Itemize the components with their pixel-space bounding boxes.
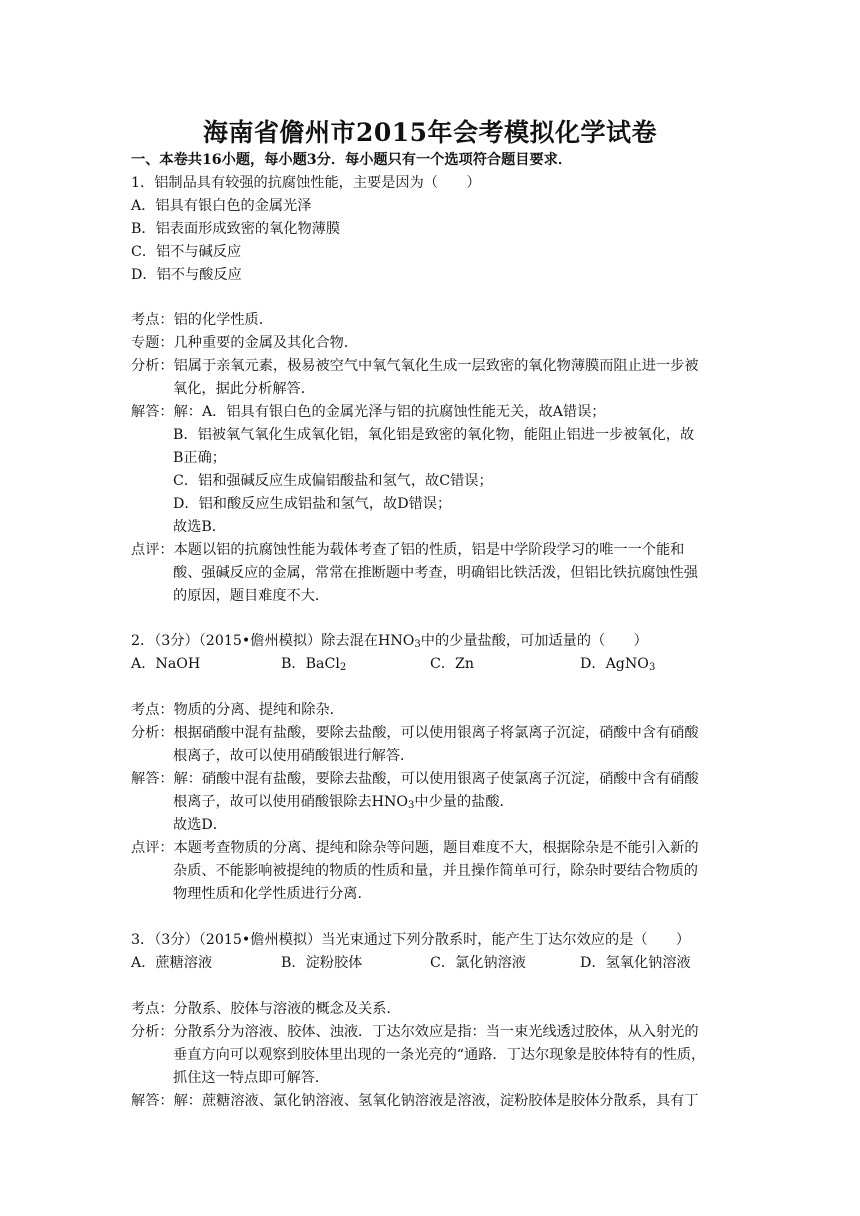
q1-fenxi-line: 分析：铝属于亲氧元素，极易被空气中氧气氧化生成一层致密的氧化物薄膜而阻止进一步被 — [131, 358, 699, 374]
q2-fenxi-line: 分析：根据硝酸中混有盐酸，要除去盐酸，可以使用银离子将氯离子沉淀，硝酸中含有硝酸 — [131, 725, 699, 741]
q1-dianping-line: 点评：本题以铝的抗腐蚀性能为载体考查了铝的性质，铝是中学阶段学习的唯一一个能和 — [131, 542, 685, 558]
q3-fenxi-line: 抓住这一特点即可解答． — [173, 1070, 330, 1086]
q2-option-b: B．BaCl$_2$ — [281, 656, 347, 673]
q3-jieda-line: 解答：解：蔗糖溶液、氯化钠溶液、氢氧化钠溶液是溶液，淀粉胶体是胶体分散系，具有丁 — [131, 1093, 699, 1109]
q1-jieda-line: 故选B． — [173, 519, 226, 535]
q1-dianping-line: 酸、强碱反应的金属，常常在推断题中考查，明确铝比铁活泼，但铝比铁抗腐蚀性强 — [173, 565, 698, 581]
q1-fenxi-line: 氧化，据此分析解答． — [173, 381, 315, 397]
q2-kaodian: 考点：物质的分离、提纯和除杂． — [131, 702, 344, 718]
q3-fenxi-line: 分析：分散系分为溶液、胶体、浊液．丁达尔效应是指：当一束光线透过胶体，从入射光的 — [131, 1024, 699, 1040]
q2-dianping-line: 点评：本题考查物质的分离、提纯和除杂等问题，题目难度不大，根据除杂是不能引入新的 — [131, 840, 699, 856]
q2-jieda-line: 解答：解：硝酸中混有盐酸，要除去盐酸，可以使用银离子使氯离子沉淀，硝酸中含有硝酸 — [131, 771, 699, 787]
q3-option-d: D．氢氧化钠溶液 — [580, 955, 691, 971]
q2-option-a: A．NaOH — [131, 656, 201, 672]
q1-jieda-line: 解答：解：A．铝具有银白色的金属光泽与铝的抗腐蚀性能无关，故A错误； — [131, 404, 606, 420]
q2-dianping-line: 杂质、不能影响被提纯的物质的性质和量，并且操作简单可行，除杂时要结合物质的 — [173, 863, 698, 879]
q1-kaodian: 考点：铝的化学性质． — [131, 312, 273, 328]
q1-jieda-line: C．铝和强碱反应生成偏铝酸盐和氢气，故C错误； — [173, 473, 493, 489]
q1-option-b: B．铝表面形成致密的氧化物薄膜 — [131, 221, 341, 237]
q3-fenxi-line: 垂直方向可以观察到胶体里出现的一条光亮的“通路．丁达尔现象是胶体特有的性质， — [173, 1047, 706, 1063]
q2-jieda-line: 故选D． — [173, 817, 227, 833]
q1-option-c: C．铝不与碱反应 — [131, 244, 242, 260]
q3-stem: 3．（3分）（2015•儋州模拟）当光束通过下列分散系时，能产生丁达尔效应的是（ ） — [131, 932, 691, 948]
q1-jieda-line: B．铝被氧气氧化生成氧化铝，氧化铝是致密的氧化物，能阻止铝进一步被氧化，故 — [173, 427, 695, 443]
q1-jieda-line: B正确； — [173, 450, 226, 466]
q3-option-b: B．淀粉胶体 — [281, 955, 363, 971]
q2-jieda-line: 根离子，故可以使用硝酸银除去$HNO_3$中少量的盐酸． — [173, 794, 514, 811]
q1-option-a: A．铝具有银白色的金属光泽 — [131, 198, 312, 214]
section-heading: 一、本卷共16小题，每小题3分．每小题只有一个选项符合题目要求． — [131, 152, 573, 168]
q1-dianping-line: 的原因，题目难度不大． — [173, 588, 330, 604]
q3-option-c: C．氯化钠溶液 — [430, 955, 526, 971]
q2-fenxi-line: 根离子，故可以使用硝酸银进行解答． — [173, 748, 415, 764]
q2-dianping-line: 物理性质和化学性质进行分离． — [173, 886, 372, 902]
q1-option-d: D．铝不与酸反应 — [131, 267, 242, 283]
page-title: 海南省儋州市2015年会考模拟化学试卷 — [202, 118, 658, 147]
q2-stem: 2．（3分）（2015•儋州模拟）除去混在$HNO_3$中的少量盐酸，可加适量的（ ） — [131, 633, 648, 650]
q1-stem: 1．铝制品具有较强的抗腐蚀性能，主要是因为（ ） — [131, 175, 481, 191]
q3-kaodian: 考点：分散系、胶体与溶液的概念及关系． — [131, 1001, 401, 1017]
q3-option-a: A．蔗糖溶液 — [131, 955, 213, 971]
q1-jieda-line: D．铝和酸反应生成铝盐和氢气，故D错误； — [173, 496, 452, 512]
q2-option-d: D．AgNO$_3$ — [580, 656, 656, 673]
q1-zhuanti: 专题：几种重要的金属及其化合物． — [131, 335, 359, 351]
q2-option-c: C．Zn — [430, 656, 475, 672]
